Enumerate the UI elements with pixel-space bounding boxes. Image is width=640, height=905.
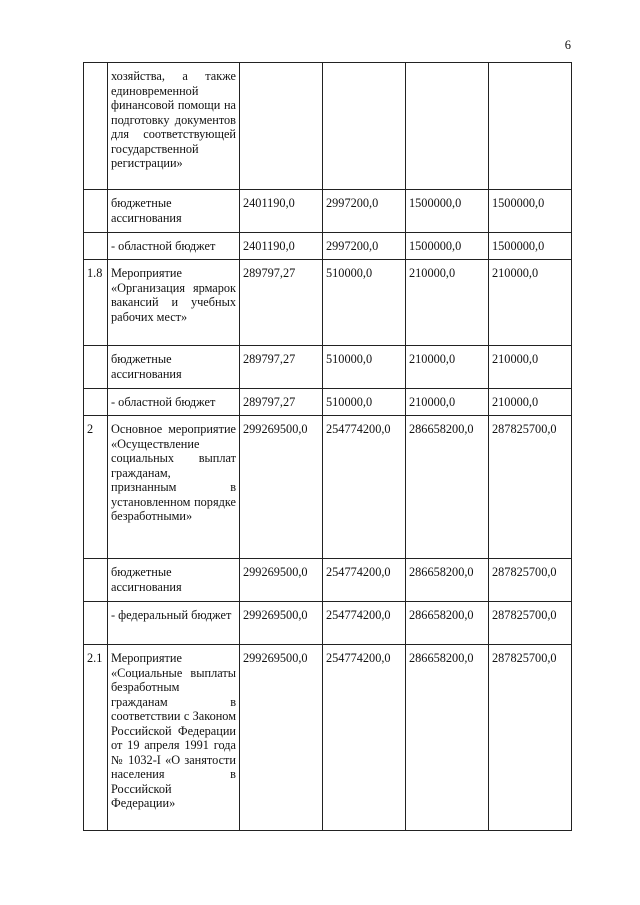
value-cell: 299269500,0	[240, 645, 323, 831]
row-index	[84, 389, 108, 416]
row-description: бюджетные ассигнования	[108, 346, 240, 389]
table-row	[84, 602, 572, 645]
value-cell: 1500000,0	[406, 233, 489, 260]
table-row	[84, 190, 572, 233]
table-row	[84, 559, 572, 602]
value-cell: 286658200,0	[406, 559, 489, 602]
row-description: Мероприятие «Социальные выплаты безработным гражданам в соответствии с Законом Российской Федерации от 19 апреля 1991 года № 1032-I «О занятости населения в Российской Федерации»	[108, 645, 240, 831]
value-cell: 1500000,0	[406, 190, 489, 233]
row-description: бюджетные ассигнования	[108, 190, 240, 233]
value-cell: 254774200,0	[323, 416, 406, 559]
row-index	[84, 63, 108, 190]
value-cell: 286658200,0	[406, 645, 489, 831]
row-index: 1.8	[84, 260, 108, 346]
value-cell: 299269500,0	[240, 416, 323, 559]
row-index: 2	[84, 416, 108, 559]
budget-table	[83, 62, 572, 831]
value-cell	[240, 63, 323, 190]
table-row	[84, 260, 572, 346]
table-row	[84, 416, 572, 559]
value-cell: 210000,0	[489, 389, 572, 416]
value-cell: 2997200,0	[323, 233, 406, 260]
value-cell: 210000,0	[406, 389, 489, 416]
value-cell: 287825700,0	[489, 645, 572, 831]
value-cell: 510000,0	[323, 389, 406, 416]
value-cell: 210000,0	[489, 346, 572, 389]
row-description: Основное мероприятие «Осуществление социальных выплат гражданам, признанным в установленном порядке безработными»	[108, 416, 240, 559]
row-description: - федеральный бюджет	[108, 602, 240, 645]
value-cell: 286658200,0	[406, 416, 489, 559]
value-cell: 254774200,0	[323, 645, 406, 831]
table-row	[84, 389, 572, 416]
value-cell: 210000,0	[489, 260, 572, 346]
value-cell: 1500000,0	[489, 190, 572, 233]
row-index	[84, 346, 108, 389]
value-cell	[489, 63, 572, 190]
value-cell: 299269500,0	[240, 602, 323, 645]
row-index	[84, 190, 108, 233]
page-number: 6	[564, 38, 571, 52]
row-index	[84, 602, 108, 645]
value-cell: 210000,0	[406, 346, 489, 389]
value-cell: 254774200,0	[323, 602, 406, 645]
row-index: 2.1	[84, 645, 108, 831]
value-cell: 210000,0	[406, 260, 489, 346]
value-cell	[406, 63, 489, 190]
value-cell: 254774200,0	[323, 559, 406, 602]
row-description: Мероприятие «Организация ярмарок вакансий и учебных рабочих мест»	[108, 260, 240, 346]
value-cell	[323, 63, 406, 190]
value-cell: 1500000,0	[489, 233, 572, 260]
value-cell: 2997200,0	[323, 190, 406, 233]
value-cell: 2401190,0	[240, 233, 323, 260]
row-description: бюджетные ассигнования	[108, 559, 240, 602]
table-row	[84, 63, 572, 190]
row-description: - областной бюджет	[108, 389, 240, 416]
value-cell: 286658200,0	[406, 602, 489, 645]
value-cell: 289797,27	[240, 389, 323, 416]
value-cell: 287825700,0	[489, 416, 572, 559]
value-cell: 510000,0	[323, 260, 406, 346]
table-row	[84, 233, 572, 260]
row-description: - областной бюджет	[108, 233, 240, 260]
table-row	[84, 645, 572, 831]
value-cell: 510000,0	[323, 346, 406, 389]
value-cell: 287825700,0	[489, 602, 572, 645]
value-cell: 289797,27	[240, 346, 323, 389]
value-cell: 299269500,0	[240, 559, 323, 602]
row-description: хозяйства, а также единовременной финансовой помощи на подготовку документов для соответствующей государственной регистрации»	[108, 63, 240, 190]
value-cell: 287825700,0	[489, 559, 572, 602]
row-index	[84, 233, 108, 260]
value-cell: 2401190,0	[240, 190, 323, 233]
row-index	[84, 559, 108, 602]
table-row	[84, 346, 572, 389]
value-cell: 289797,27	[240, 260, 323, 346]
